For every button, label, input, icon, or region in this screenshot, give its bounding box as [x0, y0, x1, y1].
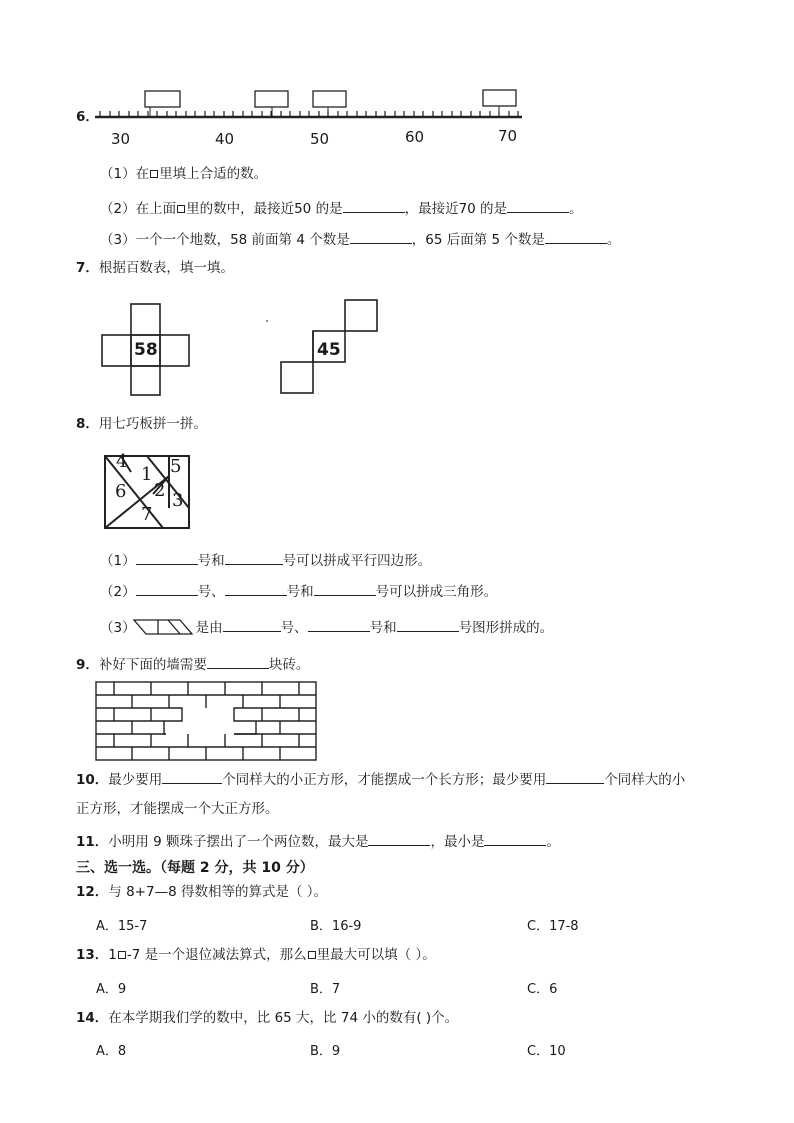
- tangram-piece-4: 4: [116, 451, 128, 472]
- q6-part1: （1）在 里填上合适的数。: [100, 166, 268, 182]
- answer-blank[interactable]: [368, 831, 430, 846]
- box-symbol: [308, 951, 316, 959]
- q6-number: 6．: [76, 109, 99, 125]
- answer-blank[interactable]: [350, 229, 412, 244]
- q8-stem: 8．用七巧板拼一拼。: [76, 416, 207, 432]
- parallelogram-shape: [132, 618, 194, 636]
- q6-part3: （3）一个一个地数，58 前面第 4 个数是 ，65 后面第 5 个数是 。: [100, 229, 620, 249]
- answer-blank[interactable]: [225, 550, 283, 565]
- q14-option-a[interactable]: A．8: [96, 1044, 127, 1059]
- q12-option-b[interactable]: B．16-9: [310, 919, 362, 934]
- tangram-piece-6: 6: [115, 481, 127, 502]
- q9-stem: 9．补好下面的墙需要 块砖。: [76, 654, 309, 674]
- answer-box-4: [483, 90, 516, 106]
- box-symbol: [118, 951, 126, 959]
- cell-58: 58: [134, 340, 158, 360]
- brick-wall-figure: [94, 680, 318, 762]
- tangram-piece-3: 3: [172, 490, 184, 511]
- answer-blank[interactable]: [136, 581, 198, 596]
- tangram-piece-5: 5: [170, 456, 182, 477]
- q13-option-b[interactable]: B．7: [310, 982, 341, 997]
- q12-option-c[interactable]: C．17-8: [527, 919, 579, 934]
- q13-stem: 13．1 -7 是一个退位减法算式，那么 里最大可以填（ ）。: [76, 947, 436, 963]
- answer-blank[interactable]: [223, 617, 281, 632]
- cell-45: 45: [317, 340, 341, 360]
- tangram-piece-2: 2: [154, 480, 166, 501]
- section-3-title: 三、选一选。（每题 2 分，共 10 分）: [76, 860, 314, 876]
- answer-blank[interactable]: [136, 550, 198, 565]
- q13-option-c[interactable]: C．6: [527, 982, 558, 997]
- q13-option-a[interactable]: A．9: [96, 982, 127, 997]
- tick-label-70: 70: [498, 127, 518, 145]
- q12-option-a[interactable]: A．15-7: [96, 919, 148, 934]
- q14-option-b[interactable]: B．9: [310, 1044, 341, 1059]
- tick-label-60: 60: [405, 128, 425, 146]
- answer-blank[interactable]: [507, 198, 569, 213]
- q12-stem: 12．与 8+7—8 得数相等的算式是（ ）。: [76, 884, 327, 900]
- answer-blank[interactable]: [546, 769, 604, 784]
- q14-stem: 14．在本学期我们学的数中，比 65 大，比 74 小的数有( )个。: [76, 1010, 459, 1026]
- tangram-piece-7: 7: [141, 504, 153, 525]
- tangram-piece-1: 1: [141, 464, 153, 485]
- answer-box-2: [255, 91, 288, 107]
- q11-stem: 11．小明用 9 颗珠子摆出了一个两位数，最大是 ，最小是 。: [76, 831, 560, 851]
- tick-label-50: 50: [310, 130, 330, 148]
- answer-blank[interactable]: [225, 581, 287, 596]
- q8-part1: （1） 号和 号可以拼成平行四边形。: [100, 550, 431, 570]
- q10-line1: 10．最少要用 个同样大的小正方形，才能摆成一个长方形；最少要用 个同样大的小: [76, 769, 685, 789]
- box-symbol: [150, 170, 158, 178]
- answer-blank[interactable]: [308, 617, 370, 632]
- answer-blank[interactable]: [397, 617, 459, 632]
- answer-blank[interactable]: [545, 229, 607, 244]
- answer-box-1: [145, 91, 180, 107]
- q6-part2: （2）在上面 里的数中，最接近50 的是 ，最接近70 的是 。: [100, 198, 583, 218]
- q8-part2: （2） 号、 号和 号可以拼成三角形。: [100, 581, 497, 601]
- q14-option-c[interactable]: C．10: [527, 1044, 566, 1059]
- q10-line2: 正方形，才能摆成一个大正方形。: [76, 801, 279, 817]
- q7-stem: 7．根据百数表，填一填。: [76, 260, 234, 276]
- box-symbol: [177, 205, 185, 213]
- q8-part3: （3） 是由 号、 号和 号图形拼成的。: [100, 617, 553, 637]
- answer-blank[interactable]: [484, 831, 546, 846]
- answer-blank[interactable]: [314, 581, 376, 596]
- answer-box-3: [313, 91, 346, 107]
- answer-blank[interactable]: [162, 769, 222, 784]
- answer-blank[interactable]: [343, 198, 405, 213]
- tick-label-40: 40: [215, 130, 235, 148]
- answer-blank[interactable]: [207, 654, 269, 669]
- tick-label-30: 30: [111, 130, 131, 148]
